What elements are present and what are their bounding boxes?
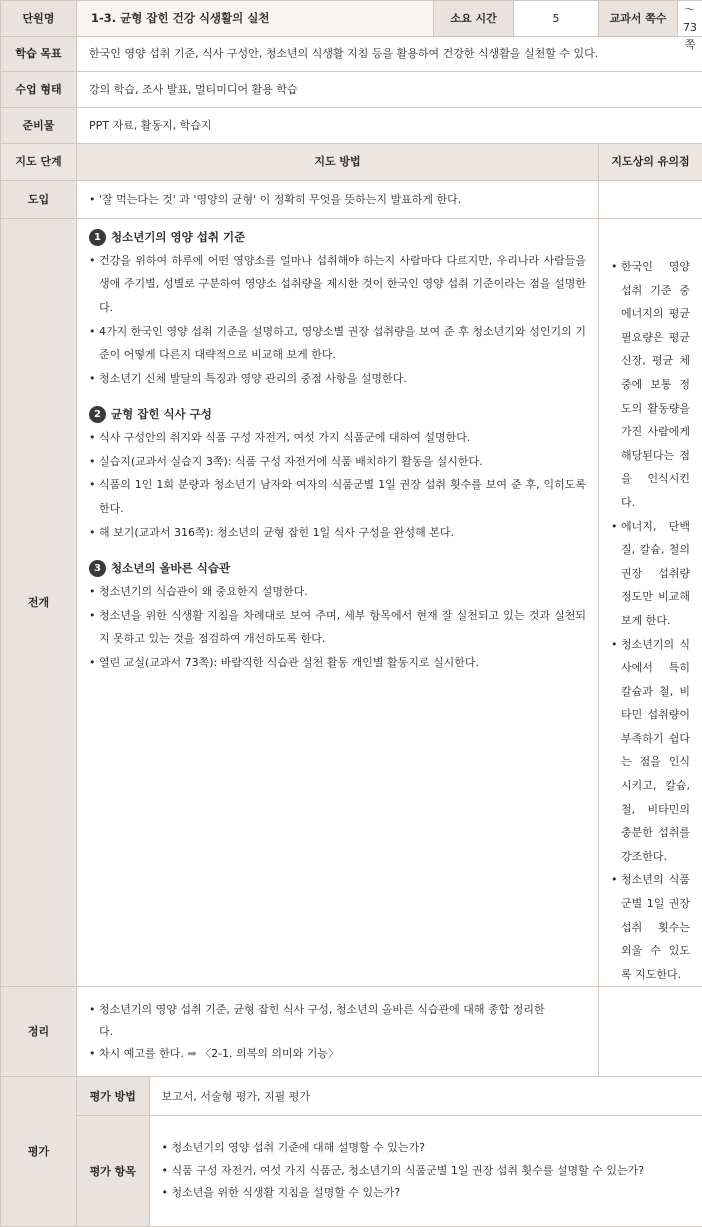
prep-row [1, 108, 702, 144]
goal-row [1, 37, 702, 72]
summary-row [1, 987, 702, 1077]
goal-label: 학습 목표 [1, 37, 77, 72]
summary-item [89, 1043, 586, 1065]
develop-method [77, 219, 599, 987]
method-column-header: 지도 방법 [77, 144, 599, 181]
intro-label: 도입 [1, 181, 77, 219]
prep-label: 준비물 [1, 108, 77, 144]
note-item: • 청소년기의 식사에서 특히 칼슘과 철, 비타민 섭취량이 부족하기 쉽다는 점을 인식시키고, 칼슘, 철, 비타민의 충분한 섭취를 강조한다. [611, 633, 690, 869]
form-value: 강의 학습, 조사 발표, 멀티미디어 활용 학습 [77, 72, 702, 108]
arrow-right-icon: ➡ [187, 1047, 196, 1060]
form-row [1, 72, 702, 108]
summary-preview-text: 차시 예고를 한다. [99, 1047, 184, 1060]
section-title: 균형 잡힌 식사 구성 [111, 407, 212, 421]
develop-notes [599, 219, 702, 987]
summary-item: • 청소년기의 영양 섭취 기준, 균형 잡힌 식사 구성, 청소년의 올바른 식습관에 대해 종합 정리한다. [89, 999, 586, 1043]
header-row [1, 1, 702, 37]
evaluation-row [1, 1077, 702, 1227]
list-item: • 청소년을 위한 식생활 지침을 차례대로 보여 주며, 세부 항목에서 현재 잘 실천되고 있는 것과 실천되지 못하고 있는 것을 점검하여 개선하도록 한다. [89, 604, 586, 651]
list-item: • 청소년기의 식습관이 왜 중요한지 설명한다. [89, 580, 586, 604]
summary-method [77, 987, 599, 1077]
intro-note [599, 181, 702, 219]
summary-label: 정리 [1, 987, 77, 1077]
time-label: 소요 시간 [434, 1, 514, 37]
evaluation-cell [77, 1077, 702, 1227]
note-column-header: 지도상의 유의점 [599, 144, 702, 181]
goal-value: 한국인 영양 섭취 기준, 식사 구성안, 청소년의 식생활 지침 등을 활용하여 건강한 식생활을 실천할 수 있다. [77, 37, 702, 72]
eval-item: • 식품 구성 자전거, 여섯 가지 식품군, 청소년기의 식품군별 1일 권장 섭취 횟수를 설명할 수 있는가? [162, 1160, 692, 1183]
section-number-badge: 1 [89, 229, 106, 246]
intro-method [77, 181, 599, 219]
pages-label: 교과서 쪽수 [599, 1, 678, 36]
list-item: • 4가지 한국인 영양 섭취 기준을 설명하고, 영양소별 권장 섭취량을 보여 준 후 청소년기와 성인기의 기준이 어떻게 다른지 대략적으로 비교해 보게 한다. [89, 320, 586, 367]
note-item: • 한국인 영양 섭취 기준 중 에너지의 평균 필요량은 평균 신장, 평균 체중에 보통 정도의 활동량을 가진 사람에게 해당된다는 점을 인식시킨다. [611, 255, 690, 515]
evaluation-label: 평가 [1, 1077, 77, 1227]
unit-label: 단원명 [1, 1, 77, 37]
section-title: 청소년의 올바른 식습관 [111, 561, 230, 575]
pages-cell [599, 1, 702, 37]
list-item: • 식품의 1인 1회 분량과 청소년기 남자와 여자의 식품군별 1일 권장 섭취 횟수를 보여 준 후, 익히도록 한다. [89, 473, 586, 520]
section-number-badge: 3 [89, 560, 106, 577]
list-item: • 건강을 위하여 하루에 어떤 영양소를 얼마나 섭취해야 하는지 사람마다 다르지만, 우리나라 사람들을 생애 주기별, 성별로 구분하여 영양소 섭취량을 제시한 것이 한국인 영양 섭취 기준이라는 점을 설명한다. [89, 249, 586, 320]
next-lesson-title: 〈2-1. 의복의 의미와 기능〉 [200, 1047, 339, 1060]
eval-items [149, 1115, 702, 1226]
eval-item: • 청소년기의 영양 섭취 기준에 대해 설명할 수 있는가? [162, 1137, 692, 1160]
form-label: 수업 형태 [1, 72, 77, 108]
list-item: • 식사 구성안의 취지와 식품 구성 자전거, 여섯 가지 식품군에 대하여 설명한다. [89, 426, 586, 450]
intro-item: • '잘 먹는다는 것' 과 '영양의 균형' 이 정확히 무엇을 뜻하는지 발표하게 한다. [89, 188, 586, 212]
column-header-row [1, 144, 702, 181]
time-value: 5 [514, 1, 599, 37]
unit-value: 1-3. 균형 잡힌 건강 식생활의 실천 [77, 1, 434, 37]
eval-method-value: 보고서, 서술형 평가, 지필 평가 [149, 1077, 702, 1115]
section-2 [89, 406, 586, 544]
stage-column-header: 지도 단계 [1, 144, 77, 181]
list-item: • 열린 교실(교과서 73쪽): 바람직한 식습관 실천 활동 개인별 활동지로 실시한다. [89, 651, 586, 675]
section-number-badge: 2 [89, 406, 106, 423]
develop-label: 전개 [1, 219, 77, 987]
note-item: • 청소년의 식품군별 1일 권장 섭취 횟수는 외울 수 있도록 지도한다. [611, 868, 690, 986]
prep-value: PPT 자료, 활동지, 학습지 [77, 108, 702, 144]
list-item: • 해 보기(교과서 316쪽): 청소년의 균형 잡힌 1일 식사 구성을 완성해 본다. [89, 521, 586, 545]
evaluation-table [77, 1077, 702, 1226]
list-item: • 청소년기 신체 발달의 특징과 영양 관리의 중점 사항을 설명한다. [89, 367, 586, 391]
section-title: 청소년기의 영양 섭취 기준 [111, 230, 245, 244]
eval-item: • 청소년을 위한 식생활 지침을 설명할 수 있는가? [162, 1182, 692, 1205]
summary-note [599, 987, 702, 1077]
intro-row [1, 181, 702, 219]
list-item: • 실습지(교과서 실습지 3쪽): 식품 구성 자전거에 식품 배치하기 활동을 실시한다. [89, 450, 586, 474]
section-1 [89, 229, 586, 390]
note-item: • 에너지, 단백질, 칼슘, 철의 권장 섭취량 정도만 비교해 보게 한다. [611, 515, 690, 633]
pages-value: ～73쪽 [678, 1, 702, 36]
eval-items-label: 평가 항목 [77, 1115, 149, 1226]
section-3 [89, 560, 586, 674]
eval-method-label: 평가 방법 [77, 1077, 149, 1115]
develop-row [1, 219, 702, 987]
